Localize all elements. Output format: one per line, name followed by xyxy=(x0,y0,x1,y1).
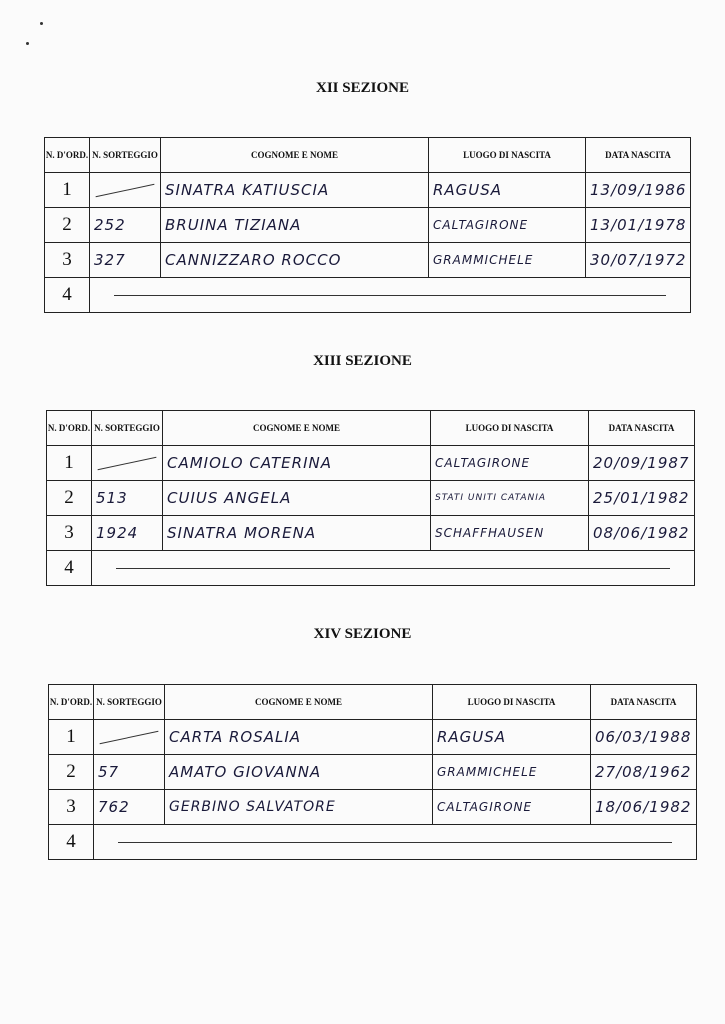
cell-luogo: SCHAFFHAUSEN xyxy=(431,516,589,551)
cell-data: 13/01/1978 xyxy=(586,208,691,243)
header-nome: COGNOME E NOME xyxy=(165,685,433,720)
table-row xyxy=(49,755,697,790)
cell-ord: 2 xyxy=(47,481,92,516)
section-title: XIV SEZIONE xyxy=(313,626,412,642)
cell-nome: BRUINA TIZIANA xyxy=(161,208,429,243)
cell-nome: CAMIOLO CATERINA xyxy=(163,446,431,481)
cell-ord: 1 xyxy=(45,173,90,208)
cell-ord: 4 xyxy=(49,825,94,860)
section-table xyxy=(48,684,697,860)
scan-speck xyxy=(26,42,29,45)
cell-nome: CANNIZZARO ROCCO xyxy=(161,243,429,278)
cell-luogo: CALTAGIRONE xyxy=(429,208,586,243)
cell-sorteggio-slash xyxy=(92,446,163,481)
cell-luogo: RAGUSA xyxy=(429,173,586,208)
table-row xyxy=(45,278,691,313)
table-row xyxy=(45,243,691,278)
cell-data: 08/06/1982 xyxy=(589,516,695,551)
cell-data: 27/08/1962 xyxy=(591,755,697,790)
cell-data: 20/09/1987 xyxy=(589,446,695,481)
cell-sorteggio-slash xyxy=(90,173,161,208)
cell-ord: 2 xyxy=(45,208,90,243)
cell-ord: 3 xyxy=(47,516,92,551)
cell-ord: 1 xyxy=(47,446,92,481)
cell-sorteggio: 252 xyxy=(90,208,161,243)
cell-luogo: CALTAGIRONE xyxy=(431,446,589,481)
header-sorteggio: N. SORTEGGIO xyxy=(90,138,161,173)
cell-nome: AMATO GIOVANNA xyxy=(165,755,433,790)
header-data: DATA NASCITA xyxy=(591,685,697,720)
cell-cancel-line xyxy=(94,825,697,860)
table-row xyxy=(49,825,697,860)
table-row xyxy=(45,173,691,208)
cell-data: 06/03/1988 xyxy=(591,720,697,755)
header-nome: COGNOME E NOME xyxy=(161,138,429,173)
cell-ord: 1 xyxy=(49,720,94,755)
scan-speck xyxy=(40,22,43,25)
header-sorteggio: N. SORTEGGIO xyxy=(94,685,165,720)
header-ord: N. D'ORD. xyxy=(49,685,94,720)
cell-luogo: GRAMMICHELE xyxy=(433,755,591,790)
header-luogo: LUOGO DI NASCITA xyxy=(431,411,589,446)
cell-data: 30/07/1972 xyxy=(586,243,691,278)
section-table xyxy=(46,410,695,586)
cell-nome: CARTA ROSALIA xyxy=(165,720,433,755)
header-ord: N. D'ORD. xyxy=(45,138,90,173)
cell-nome: SINATRA MORENA xyxy=(163,516,431,551)
table-row xyxy=(49,720,697,755)
cell-luogo: RAGUSA xyxy=(433,720,591,755)
table-header-row xyxy=(45,138,691,173)
cell-sorteggio: 327 xyxy=(90,243,161,278)
cell-ord: 3 xyxy=(49,790,94,825)
table-row xyxy=(47,551,695,586)
header-sorteggio: N. SORTEGGIO xyxy=(92,411,163,446)
cell-luogo: STATI UNITI CATANIA xyxy=(431,481,589,516)
cell-ord: 3 xyxy=(45,243,90,278)
section-table xyxy=(44,137,691,313)
header-nome: COGNOME E NOME xyxy=(163,411,431,446)
table-row xyxy=(47,446,695,481)
cell-cancel-line xyxy=(90,278,691,313)
cell-nome: SINATRA KATIUSCIA xyxy=(161,173,429,208)
cell-data: 13/09/1986 xyxy=(586,173,691,208)
cell-sorteggio: 57 xyxy=(94,755,165,790)
cell-sorteggio: 1924 xyxy=(92,516,163,551)
header-data: DATA NASCITA xyxy=(586,138,691,173)
cell-ord: 4 xyxy=(45,278,90,313)
cell-data: 25/01/1982 xyxy=(589,481,695,516)
cell-sorteggio: 762 xyxy=(94,790,165,825)
table-header-row xyxy=(47,411,695,446)
cell-sorteggio: 513 xyxy=(92,481,163,516)
table-header-row xyxy=(49,685,697,720)
table-row xyxy=(49,790,697,825)
cell-luogo: CALTAGIRONE xyxy=(433,790,591,825)
cell-ord: 2 xyxy=(49,755,94,790)
header-luogo: LUOGO DI NASCITA xyxy=(429,138,586,173)
cell-luogo: GRAMMICHELE xyxy=(429,243,586,278)
header-luogo: LUOGO DI NASCITA xyxy=(433,685,591,720)
table-row xyxy=(47,481,695,516)
header-data: DATA NASCITA xyxy=(589,411,695,446)
cell-cancel-line xyxy=(92,551,695,586)
cell-ord: 4 xyxy=(47,551,92,586)
section-title: XII SEZIONE xyxy=(316,80,409,96)
section-title: XIII SEZIONE xyxy=(313,353,412,369)
cell-sorteggio-slash xyxy=(94,720,165,755)
cell-nome: CUIUS ANGELA xyxy=(163,481,431,516)
table-row xyxy=(47,516,695,551)
header-ord: N. D'ORD. xyxy=(47,411,92,446)
cell-data: 18/06/1982 xyxy=(591,790,697,825)
cell-nome: GERBINO SALVATORE xyxy=(165,790,433,825)
table-row xyxy=(45,208,691,243)
